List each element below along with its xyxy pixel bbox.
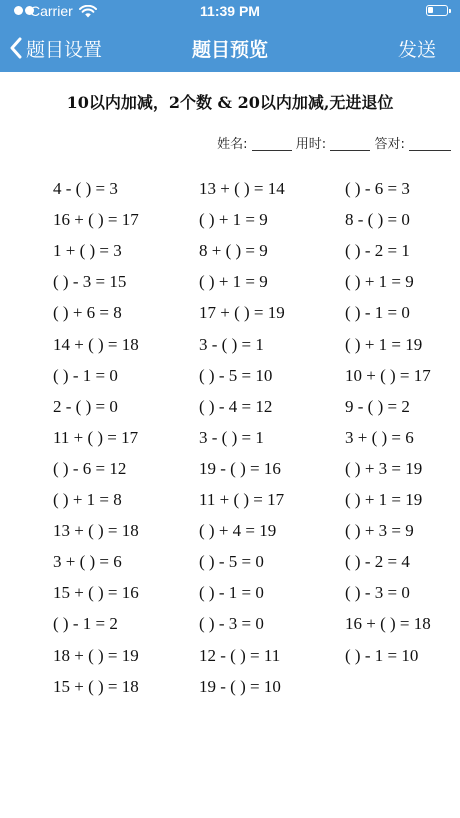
name-label: 姓名: [217,137,248,152]
page-title: 题目预览 [191,39,268,61]
problem-item: 12 - ( ) = 11 [199,645,281,665]
worksheet-info-line [217,133,451,152]
problem-item: 3 + ( ) = 6 [53,552,122,572]
header [0,0,460,72]
correct-blank [409,138,451,151]
problem-item: 11 + ( ) = 17 [53,427,139,447]
problem-item: ( ) + 3 = 9 [345,521,414,541]
problem-item: 3 + ( ) = 6 [345,427,414,447]
problem-item: 8 + ( ) = 9 [199,241,268,261]
carrier-label: Carrier [30,3,73,19]
problem-item: 3 - ( ) = 1 [199,334,264,354]
worksheet-title: 10以内加减，2个数 & 20以内加减,无进退位 [66,93,394,112]
problem-item: ( ) - 4 = 12 [199,396,273,416]
problem-item: ( ) + 3 = 19 [345,458,423,478]
problem-item: 1 + ( ) = 3 [53,241,122,261]
problem-item: ( ) + 1 = 19 [345,490,423,509]
time-blank [330,138,370,151]
problem-item: 16 + ( ) = 18 [345,614,431,634]
problem-item: 16 + ( ) = 17 [53,210,139,230]
problem-item: ( ) - 3 = 0 [345,583,410,603]
problem-item: 13 + ( ) = 18 [53,521,139,541]
name-blank [252,138,292,151]
problem-item: 15 + ( ) = 18 [53,676,139,696]
problem-item: 19 - ( ) = 16 [199,458,281,478]
problem-item: ( ) + 6 = 8 [53,303,122,323]
problem-item: ( ) + 1 = 9 [345,272,414,292]
problem-item: ( ) - 1 = 10 [345,645,419,665]
status-time: 11:39 PM [200,3,260,19]
back-button-label: 题目设置 [26,38,103,61]
problem-item: ( ) + 4 = 19 [199,521,277,541]
problem-item: ( ) - 3 = 0 [199,614,264,634]
problem-item: ( ) - 5 = 10 [199,365,273,385]
problem-item: 2 - ( ) = 0 [53,396,118,416]
problem-item: ( ) - 1 = 0 [199,583,264,603]
problem-item: 14 + ( ) = 18 [53,334,139,354]
problem-item: ( ) - 1 = 0 [53,365,118,385]
problem-item: ( ) - 2 = 4 [345,552,410,572]
send-button[interactable]: 发送 [397,39,436,61]
problem-item: 3 - ( ) = 1 [199,427,264,447]
problem-item: ( ) - 1 = 0 [345,303,410,323]
problem-item: 8 - ( ) = 0 [345,210,410,230]
problem-item: ( ) - 5 = 0 [199,552,264,572]
problem-item: 11 + ( ) = 17 [199,490,285,509]
problem-item: ( ) - 6 = 3 [345,179,410,198]
problem-item: 13 + ( ) = 14 [199,179,285,198]
problem-item: ( ) - 2 = 1 [345,241,410,261]
correct-label: 答对: [374,137,405,152]
problem-item: ( ) + 1 = 8 [53,490,122,509]
problem-item: ( ) + 1 = 19 [345,334,423,354]
problem-item: 9 - ( ) = 2 [345,396,410,416]
battery-icon [426,5,448,16]
problem-item: ( ) + 1 = 9 [199,210,268,230]
problem-item: 15 + ( ) = 16 [53,583,139,603]
problem-item: 19 - ( ) = 10 [199,676,281,696]
problem-item: ( ) - 1 = 2 [53,614,118,634]
problem-item: 18 + ( ) = 19 [53,645,139,665]
problem-item: 4 - ( ) = 3 [53,179,118,198]
time-label: 用时: [295,137,327,152]
problem-item: 10 + ( ) = 17 [345,365,431,385]
problem-item: 17 + ( ) = 19 [199,303,285,323]
problem-item: ( ) - 6 = 12 [53,458,127,478]
status-bar [0,0,460,24]
problem-item: ( ) + 1 = 9 [199,272,268,292]
nav-bar [0,30,460,66]
problem-item: ( ) - 3 = 15 [53,272,127,292]
